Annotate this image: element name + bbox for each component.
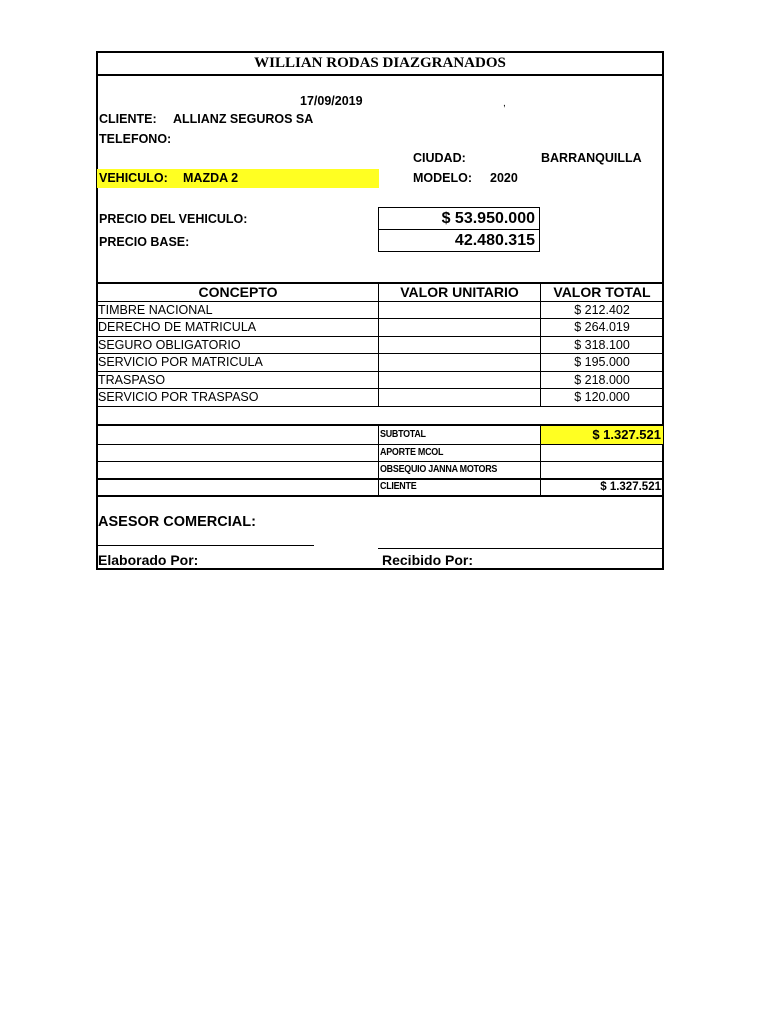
column-header-valor-total: VALOR TOTAL: [553, 284, 651, 300]
column-header-valor-unitario: VALOR UNITARIO: [400, 284, 519, 300]
signature-line-recibido: [378, 548, 664, 549]
row-divider: [96, 406, 664, 407]
signature-line-elaborado: [96, 545, 314, 546]
table-row-concepto: TIMBRE NACIONAL: [98, 303, 213, 317]
cliente-value: ALLIANZ SEGUROS SA: [173, 112, 314, 126]
quote-date: 17/09/2019: [300, 94, 363, 108]
telefono-label: TELEFONO:: [99, 132, 172, 146]
table-row-total: $ 318.100: [574, 338, 630, 352]
table-row-concepto: TRASPASO: [98, 373, 166, 387]
precio-vehiculo-value: $ 53.950.000: [378, 207, 540, 230]
modelo-label: MODELO:: [413, 171, 473, 185]
table-row-total: $ 218.000: [574, 373, 630, 387]
row-divider: [96, 495, 664, 497]
elaborado-por-label: Elaborado Por:: [98, 552, 199, 568]
table-row-concepto: SERVICIO POR MATRICULA: [98, 355, 263, 369]
vehiculo-label: VEHICULO:: [99, 171, 168, 185]
row-divider: [96, 461, 664, 462]
cliente-label: CLIENTE:: [99, 112, 157, 126]
table-row-concepto: SERVICIO POR TRASPASO: [98, 390, 259, 404]
table-row-total: $ 195.000: [574, 355, 630, 369]
cliente-total-label: CLIENTE: [380, 480, 417, 492]
precio-base-label: PRECIO BASE:: [99, 235, 190, 249]
precio-base-value: 42.480.315: [378, 229, 540, 252]
table-row-total: $ 264.019: [574, 320, 630, 334]
obsequio-label: OBSEQUIO JANNA MOTORS: [380, 463, 498, 475]
stray-mark: ,: [503, 98, 506, 109]
cell-edge: [96, 89, 97, 121]
subtotal-label: SUBTOTAL: [380, 428, 426, 440]
document-title: WILLIAN RODAS DIAZGRANADOS: [96, 51, 664, 76]
table-row-concepto: SEGURO OBLIGATORIO: [98, 338, 241, 352]
column-header-concepto: CONCEPTO: [198, 284, 278, 300]
table-row-total: $ 120.000: [574, 390, 630, 404]
vehiculo-value: MAZDA 2: [183, 171, 239, 185]
ciudad-label: CIUDAD:: [413, 151, 466, 165]
table-row-total: $ 212.402: [574, 303, 630, 317]
aporte-label: APORTE MCOL: [380, 446, 444, 458]
ciudad-value: BARRANQUILLA: [541, 151, 642, 165]
cliente-total-value: $ 1.327.521: [600, 481, 661, 493]
subtotal-value: $ 1.327.521: [592, 427, 661, 442]
row-divider: [96, 444, 664, 445]
precio-vehiculo-label: PRECIO DEL VEHICULO:: [99, 212, 248, 226]
modelo-value: 2020: [490, 171, 518, 185]
asesor-comercial-label: ASESOR COMERCIAL:: [98, 514, 256, 530]
table-row-concepto: DERECHO DE MATRICULA: [98, 320, 257, 334]
recibido-por-label: Recibido Por:: [382, 552, 474, 568]
